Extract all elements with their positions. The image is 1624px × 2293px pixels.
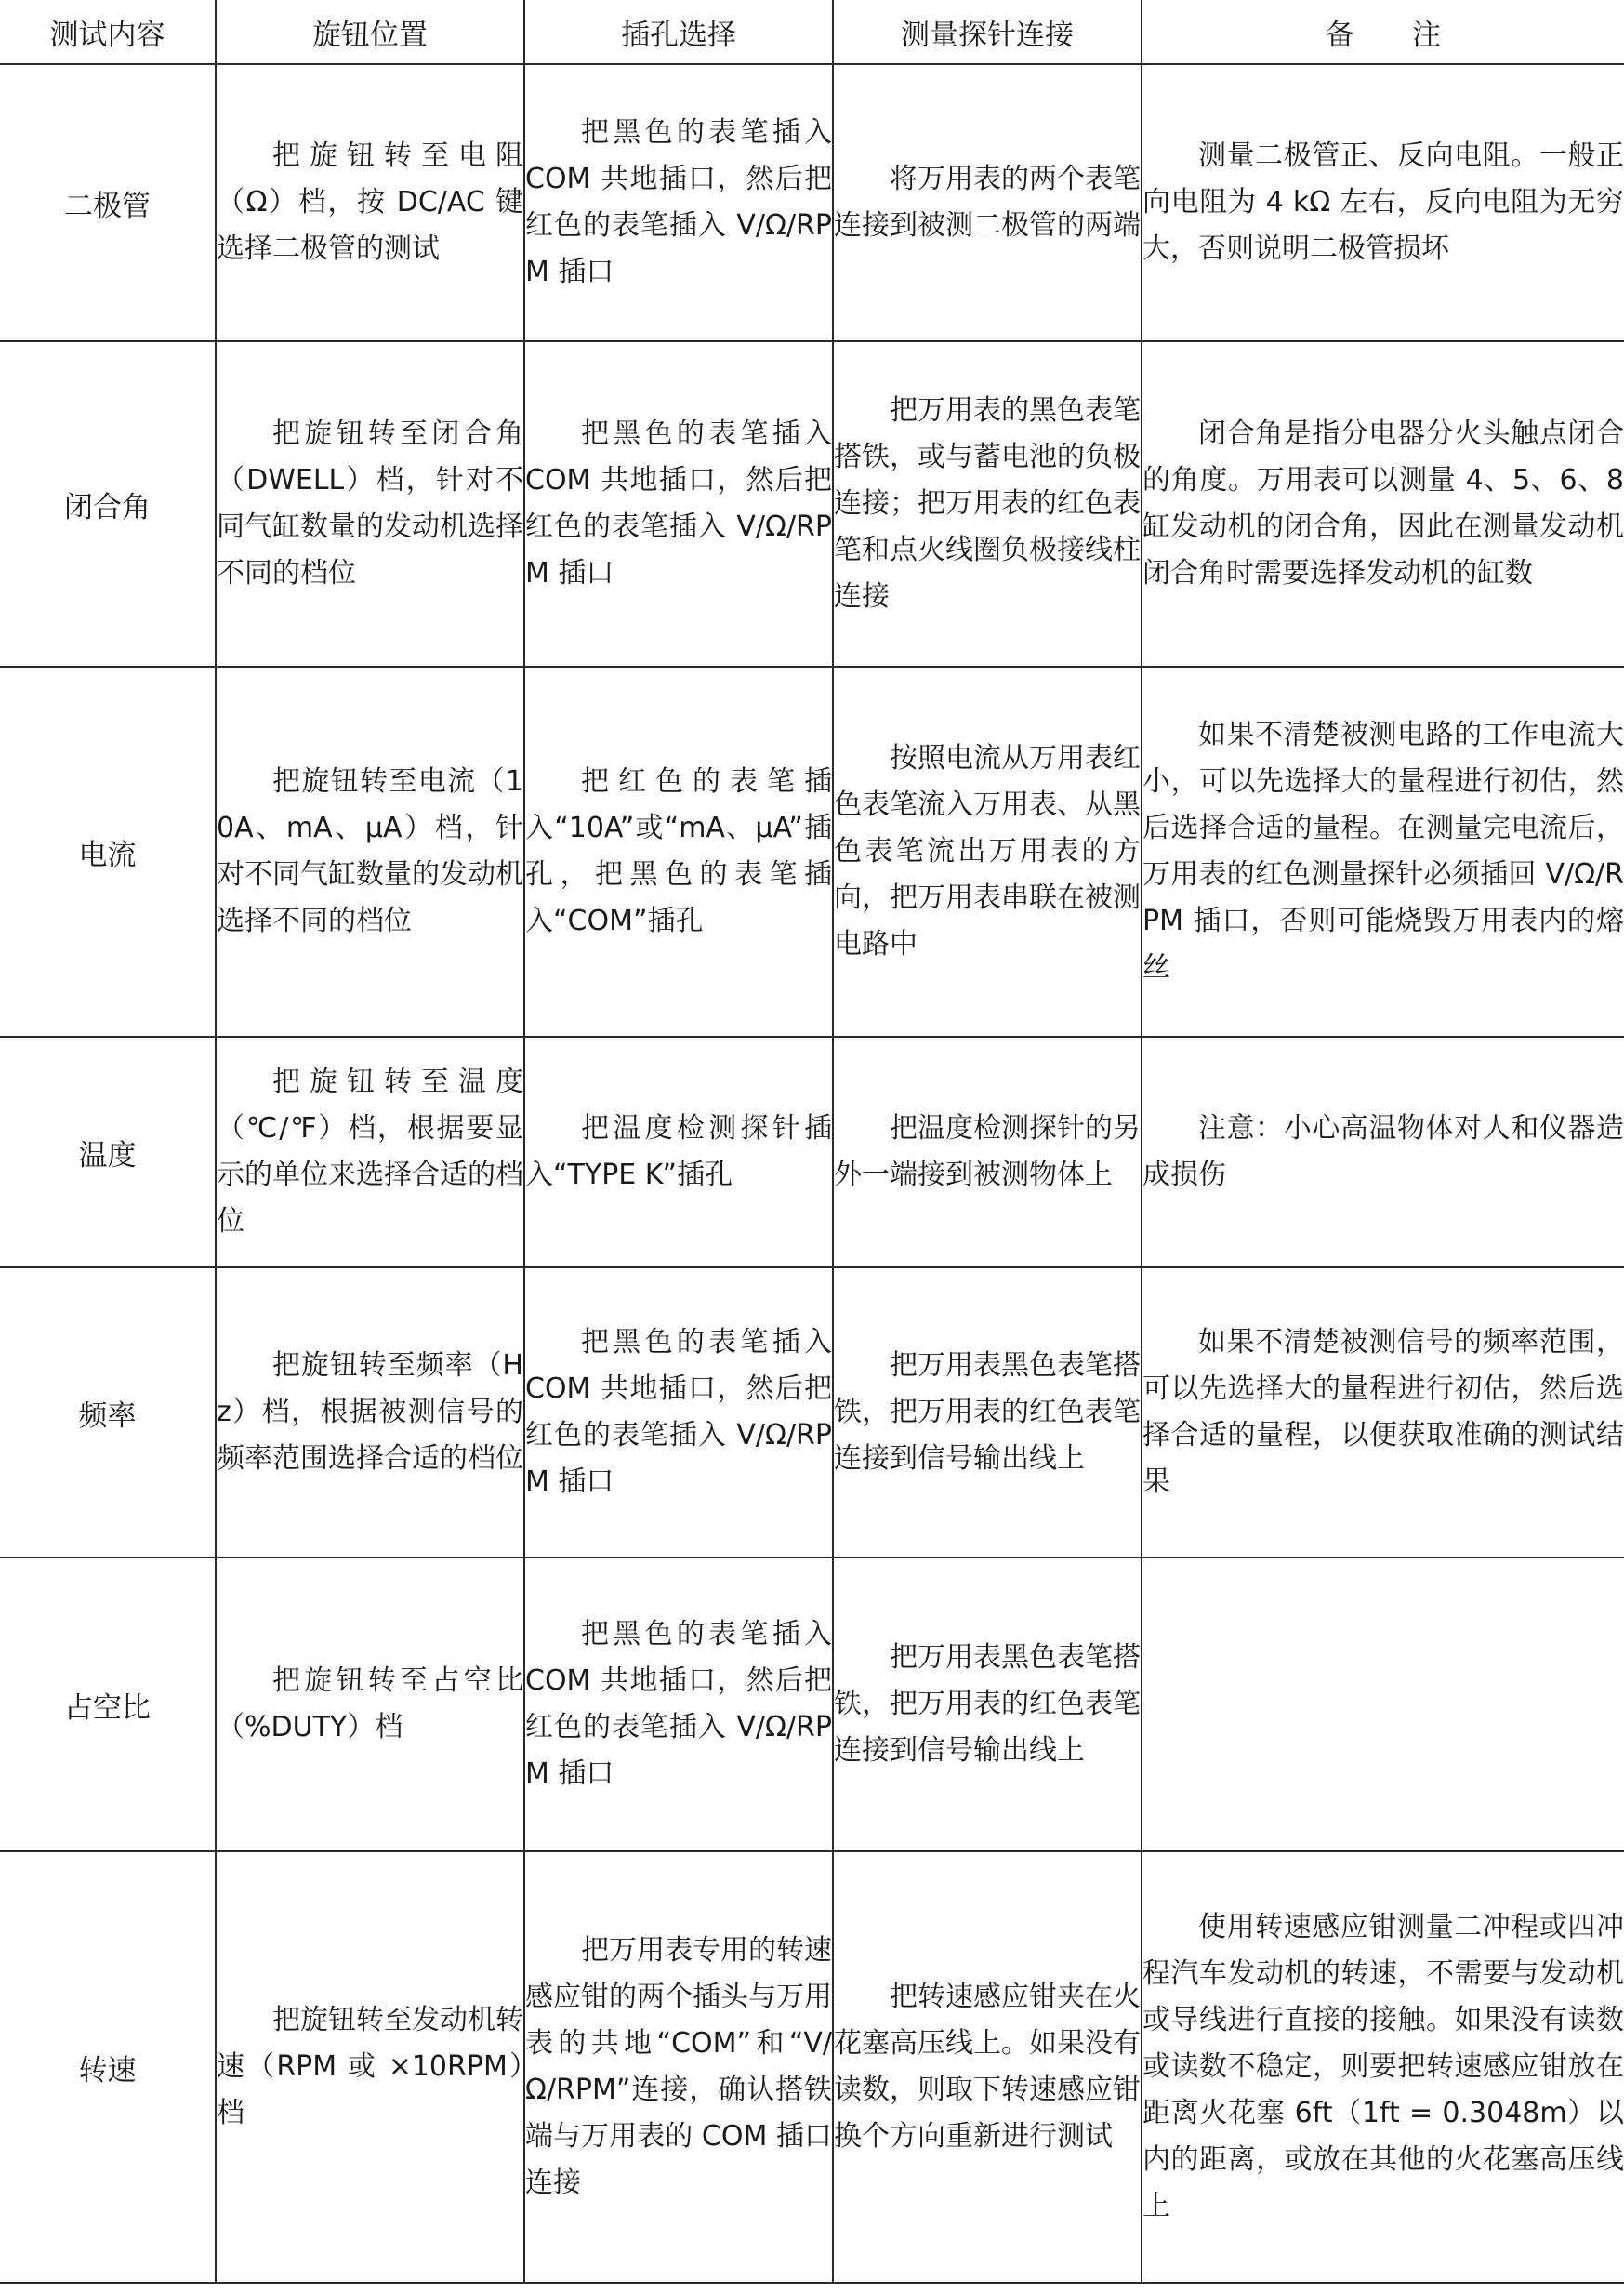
cell-item: 电流 [0,667,216,1037]
cell-probe [833,1557,1142,1851]
cell-knob [216,341,524,667]
header-probe-connection: 测量探针连接 [833,0,1142,64]
cell-item: 温度 [0,1037,216,1267]
cell-knob-text: 把旋钮转至占空比（%DUTY）档 [217,1664,523,1743]
cell-note [1142,341,1624,667]
cell-note [1142,667,1624,1037]
cell-knob [216,1267,524,1557]
cell-knob-text: 把旋钮转至温度（℃/℉）档，根据要显示的单位来选择合适的档位 [217,1066,523,1238]
cell-note [1142,1037,1624,1267]
header-knob-position: 旋钮位置 [216,0,524,64]
cell-jack-text: 把万用表专用的转速感应钳的两个插头与万用表的共地“COM”和“V/Ω/RPM”连接，确认搭铁端与万用表的 COM 插口连接 [525,1934,832,2199]
cell-knob-text: 把旋钮转至电阻（Ω）档，按 DC/AC 键选择二极管的测试 [217,139,523,265]
table-row-current [0,667,1624,1037]
cell-knob [216,64,524,341]
cell-jack [524,1267,833,1557]
cell-jack-text: 把黑色的表笔插入 COM 共地插口，然后把红色的表笔插入 V/Ω/RPM 插口 [525,116,832,288]
cell-probe [833,1267,1142,1557]
cell-probe-text: 把万用表黑色表笔搭铁，把万用表的红色表笔连接到信号输出线上 [834,1349,1141,1475]
cell-jack [524,1557,833,1851]
cell-note-text: 如果不清楚被测信号的频率范围，可以先选择大的量程进行初估，然后选择合适的量程，以便获取准确的测试结果 [1142,1326,1624,1498]
table-row-temperature [0,1037,1624,1267]
header-row [0,0,1624,64]
cell-note-text: 使用转速感应钳测量二冲程或四冲程汽车发动机的转速，不需要与发动机或导线进行直接的接触。如果没有读数或读数不稳定，则要把转速感应钳放在距离火花塞 6ft（1ft = 0.3048m）以内的距离，或放在其他的火花塞高压线上 [1142,1911,1624,2222]
table-row-diode [0,64,1624,341]
cell-knob-text: 把旋钮转至频率（Hz）档，根据被测信号的频率范围选择合适的档位 [217,1349,523,1475]
header-remarks: 备 注 [1142,0,1624,64]
header-test-item: 测试内容 [0,0,216,64]
cell-note [1142,1557,1624,1851]
cell-jack [524,1851,833,2283]
table-row-frequency [0,1267,1624,1557]
cell-note-text: 测量二极管正、反向电阻。一般正向电阻为 4 kΩ 左右，反向电阻为无穷大，否则说明二极管损坏 [1142,139,1624,265]
cell-jack-text: 把黑色的表笔插入 COM 共地插口，然后把红色的表笔插入 V/Ω/RPM 插口 [525,1326,832,1498]
cell-note-text: 闭合角是指分电器分火头触点闭合的角度。万用表可以测量 4、5、6、8 缸发动机的闭合角，因此在测量发动机闭合角时需要选择发动机的缸数 [1142,418,1624,590]
cell-item: 占空比 [0,1557,216,1851]
cell-item: 闭合角 [0,341,216,667]
cell-knob [216,1557,524,1851]
cell-knob-text: 把旋钮转至闭合角（DWELL）档，针对不同气缸数量的发动机选择不同的档位 [217,418,523,590]
table-row-dwell [0,341,1624,667]
cell-knob-text: 把旋钮转至电流（10A、mA、μA）档，针对不同气缸数量的发动机选择不同的档位 [217,765,523,937]
cell-jack [524,667,833,1037]
cell-item: 二极管 [0,64,216,341]
cell-knob [216,1851,524,2283]
cell-jack-text: 把红色的表笔插入“10A”或“mA、μA”插孔，把黑色的表笔插入“COM”插孔 [525,765,832,937]
cell-probe-text: 把万用表黑色表笔搭铁，把万用表的红色表笔连接到信号输出线上 [834,1641,1141,1767]
cell-probe [833,1037,1142,1267]
cell-probe-text: 把转速感应钳夹在火花塞高压线上。如果没有读数，则取下转速感应钳换个方向重新进行测试 [834,1981,1141,2153]
cell-knob [216,667,524,1037]
cell-note [1142,64,1624,341]
header-jack-selection: 插孔选择 [524,0,833,64]
cell-note [1142,1851,1624,2283]
cell-probe [833,1851,1142,2283]
cell-jack [524,64,833,341]
cell-knob [216,1037,524,1267]
cell-probe [833,667,1142,1037]
cell-probe-text: 按照电流从万用表红色表笔流入万用表、从黑色表笔流出万用表的方向，把万用表串联在被测电路中 [834,742,1141,961]
table-row-rpm [0,1851,1624,2283]
cell-item: 转速 [0,1851,216,2283]
cell-probe-text: 把万用表的黑色表笔搭铁，或与蓄电池的负极连接；把万用表的红色表笔和点火线圈负极接线柱连接 [834,394,1141,613]
cell-note-text: 注意：小心高温物体对人和仪器造成损伤 [1142,1112,1624,1191]
cell-jack-text: 把黑色的表笔插入 COM 共地插口，然后把红色的表笔插入 V/Ω/RPM 插口 [525,418,832,590]
table-row-duty-cycle [0,1557,1624,1851]
cell-note [1142,1267,1624,1557]
cell-jack-text: 把黑色的表笔插入 COM 共地插口，然后把红色的表笔插入 V/Ω/RPM 插口 [525,1618,832,1790]
cell-jack [524,1037,833,1267]
cell-knob-text: 把旋钮转至发动机转速（RPM 或 ×10RPM）档 [217,2004,523,2129]
cell-probe-text: 将万用表的两个表笔连接到被测二极管的两端 [834,163,1141,242]
cell-jack [524,341,833,667]
cell-probe [833,341,1142,667]
cell-note-text: 如果不清楚被测电路的工作电流大小，可以先选择大的量程进行初估，然后选择合适的量程。在测量完电流后，万用表的红色测量探针必须插回 V/Ω/RPM 插口，否则可能烧毁万用表内的熔丝 [1142,719,1624,984]
cell-probe [833,64,1142,341]
cell-probe-text: 把温度检测探针的另外一端接到被测物体上 [834,1112,1141,1191]
cell-item: 频率 [0,1267,216,1557]
cell-jack-text: 把温度检测探针插入“TYPE K”插孔 [525,1112,832,1191]
